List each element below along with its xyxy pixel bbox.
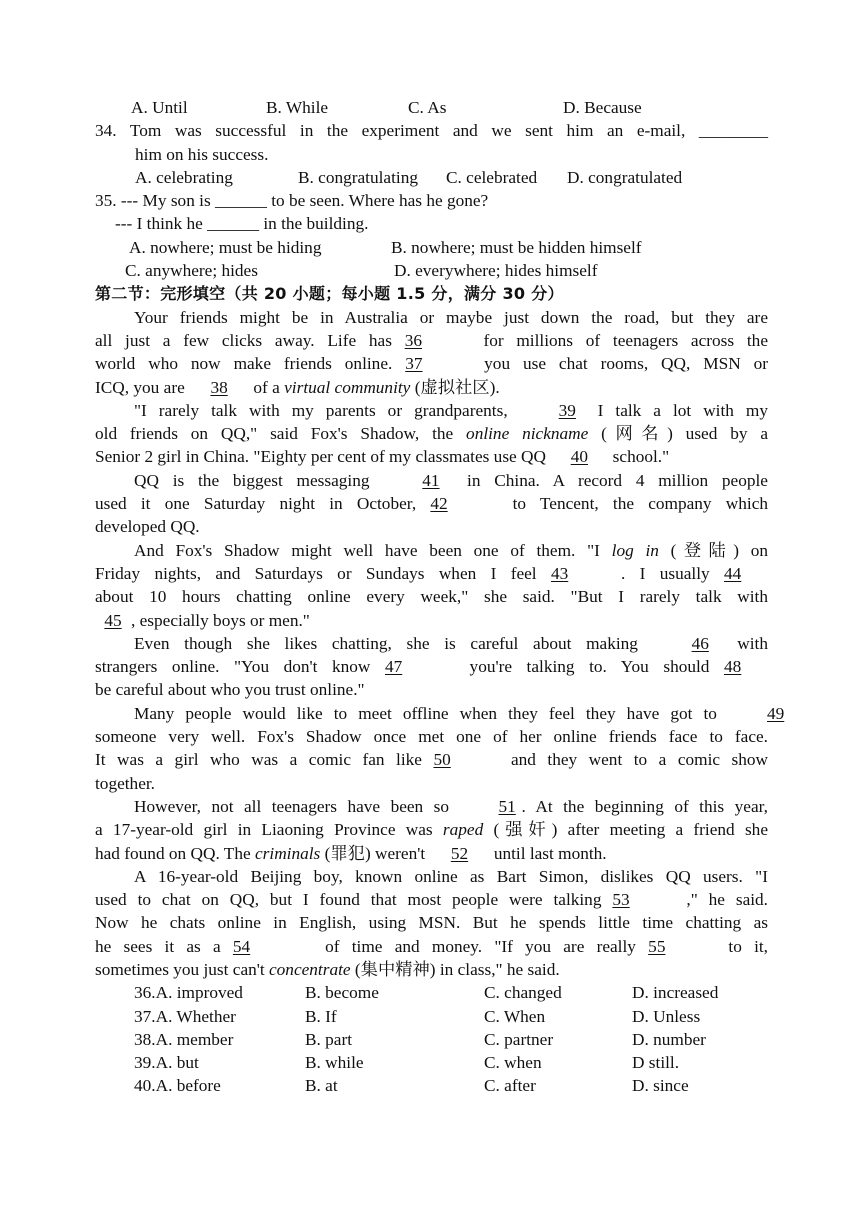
q35-option-a: A. nowhere; must be hiding: [129, 237, 322, 257]
passage-line: Many people would like to meet offline when they feel they have got to 49: [95, 702, 768, 725]
q33-option-b: B. While: [266, 98, 329, 117]
blank-52: 52: [450, 843, 469, 863]
passage-line: Now he chats online in English, using MSN. But he spends little time chatting as: [95, 913, 768, 933]
q33-option-a: A. Until: [131, 98, 188, 117]
blank-46: 46: [691, 633, 709, 653]
q35-blank1: ______: [215, 191, 267, 211]
options-36: [95, 981, 768, 1004]
q35-option-d: D. everywhere; hides himself: [394, 261, 598, 281]
option-37-d: D. Unless: [632, 1006, 701, 1026]
option-38-d: D. number: [632, 1029, 706, 1049]
passage-line: Senior 2 girl in China. "Eighty per cent of my classmates use QQ 40 school.": [95, 445, 768, 468]
passage-line: "I rarely talk with my parents or grandparents, 39 I talk a lot with my: [95, 399, 768, 422]
passage-line: Friday nights, and Saturdays or Sundays when I feel 43 . I usually 44: [95, 562, 768, 585]
q34-option-d: D. congratulated: [567, 167, 683, 187]
blank-40: 40: [570, 447, 588, 467]
options-40: [95, 1074, 768, 1097]
options-37: [95, 1005, 768, 1028]
q34-option-a: A. celebrating: [135, 167, 233, 187]
blank-42: 42: [430, 494, 448, 514]
passage-line: old friends on QQ," said Fox's Shadow, the online nickname (网名) used by a: [95, 424, 768, 444]
term-online-nickname: online nickname: [466, 424, 589, 444]
option-36-c: C. changed: [484, 983, 562, 1003]
passage-line: be careful about who you trust online.": [95, 680, 365, 700]
blank-37: 37: [405, 354, 423, 374]
q35-options-row1: [95, 236, 768, 259]
term-raped: raped: [442, 820, 484, 840]
option-38-a: 38.A. member: [134, 1029, 234, 1049]
q35-option-b: B. nowhere; must be hidden himself: [391, 237, 642, 257]
option-37-b: B. If: [305, 1006, 337, 1026]
blank-39: 39: [558, 400, 576, 420]
option-39-d: D still.: [632, 1053, 680, 1073]
passage-line: used it one Saturday night in October, 42 to Tencent, the company which: [95, 492, 768, 515]
blank-53: 53: [612, 890, 630, 910]
passage-line: together.: [95, 773, 155, 793]
section2-heading: 第二节：完形填空（共 20 小题；每小题 1.5 分，满分 30 分）: [95, 284, 564, 304]
option-36-b: B. become: [305, 983, 379, 1003]
q34-option-c: C. celebrated: [446, 167, 538, 187]
q35-options-row2: [95, 259, 768, 282]
q35-stem-line1: 35. --- My son is ______ to be seen. Where has he gone?: [95, 191, 489, 211]
passage-line: all just a few clicks away. Life has 36 for millions of teenagers across the: [95, 329, 768, 352]
blank-45: 45: [104, 610, 122, 630]
term-virtual-community: virtual community: [284, 377, 411, 397]
q35-option-c: C. anywhere; hides: [125, 261, 258, 281]
term-criminals: criminals: [255, 843, 321, 863]
passage-line: It was a girl who was a comic fan like 50 and they went to a comic show: [95, 748, 768, 771]
passage-line: A 16-year-old Beijing boy, known online as Bart Simon, dislikes QQ users. "I: [134, 866, 768, 886]
q35-stem-line2: --- I think he ______ in the building.: [115, 214, 369, 234]
passage-line: about 10 hours chatting online every week," she said. "But I rarely talk with: [95, 587, 768, 607]
blank-54: 54: [232, 936, 251, 956]
passage-line: sometimes you just can't concentrate (集中精神) in class," he said.: [95, 959, 560, 979]
passage-line: Even though she likes chatting, she is careful about making 46 with: [95, 632, 768, 655]
blank-43: 43: [550, 563, 569, 583]
option-40-d: D. since: [632, 1076, 689, 1096]
q33-option-d: D. Because: [563, 98, 642, 117]
option-38-b: B. part: [305, 1029, 353, 1049]
q34-stem-line2: him on his success.: [135, 144, 269, 164]
passage-line: someone very well. Fox's Shadow once met one of her online friends face to face.: [95, 727, 768, 747]
q34-blank: ________: [698, 121, 769, 141]
blank-51: 51: [498, 796, 516, 816]
blank-44: 44: [724, 563, 742, 583]
passage-line: developed QQ.: [95, 517, 200, 537]
options-39: [95, 1051, 768, 1074]
passage-line: Your friends might be in Australia or maybe just down the road, but they are: [134, 307, 768, 327]
option-37-c: C. When: [484, 1006, 546, 1026]
blank-36: 36: [404, 330, 422, 350]
passage-line: strangers online. "You don't know 47 you're talking to. You should 48: [95, 655, 768, 678]
q33-options: [95, 96, 768, 119]
blank-41: 41: [422, 470, 440, 490]
term-log-in: log in: [611, 540, 659, 560]
passage-line: had found on QQ. The criminals (罪犯) weren't 52 until last month.: [95, 842, 768, 865]
passage-line: And Fox's Shadow might well have been one of them. "I log in (登陆) on: [134, 540, 768, 560]
option-40-a: 40.A. before: [134, 1076, 221, 1096]
exam-page: [95, 96, 785, 1098]
option-36-a: 36.A. improved: [134, 983, 243, 1003]
passage-line: a 17-year-old girl in Liaoning Province was raped (强奸) after meeting a friend she: [95, 820, 768, 840]
blank-48: 48: [724, 657, 742, 677]
option-39-c: C. when: [484, 1053, 542, 1073]
option-39-b: B. while: [305, 1053, 364, 1073]
q34-stem-line1: 34. Tom was successful in the experiment and we sent him an e-mail, ________: [95, 121, 769, 141]
blank-47: 47: [384, 657, 403, 677]
q34-option-b: B. congratulating: [298, 167, 418, 187]
option-40-b: B. at: [305, 1076, 338, 1096]
q34-options: [95, 166, 768, 189]
blank-38: 38: [210, 377, 228, 397]
q33-option-c: C. As: [408, 98, 447, 117]
blank-49: 49: [767, 703, 785, 723]
passage-line: 45 , especially boys or men.": [95, 609, 768, 632]
blank-50: 50: [433, 750, 451, 770]
passage-line: he sees it as a 54 of time and money. "If you are really 55 to it,: [95, 935, 768, 958]
passage-line: ICQ, you are 38 of a virtual community (虚拟社区).: [95, 376, 768, 399]
passage-line: used to chat on QQ, but I found that most people were talking 53 ," he said.: [95, 888, 768, 911]
blank-55: 55: [648, 936, 666, 956]
passage-line: However, not all teenagers have been so 51 . At the beginning of this year,: [95, 795, 768, 818]
option-38-c: C. partner: [484, 1029, 554, 1049]
term-concentrate: concentrate: [269, 959, 351, 979]
options-38: [95, 1028, 768, 1051]
option-36-d: D. increased: [632, 983, 719, 1003]
q35-blank2: ______: [207, 214, 259, 234]
option-40-c: C. after: [484, 1076, 536, 1096]
option-39-a: 39.A. but: [134, 1053, 199, 1073]
passage-line: world who now make friends online. 37 you use chat rooms, QQ, MSN or: [95, 352, 768, 375]
passage-line: QQ is the biggest messaging 41 in China. A record 4 million people: [95, 469, 768, 492]
option-37-a: 37.A. Whether: [134, 1006, 236, 1026]
